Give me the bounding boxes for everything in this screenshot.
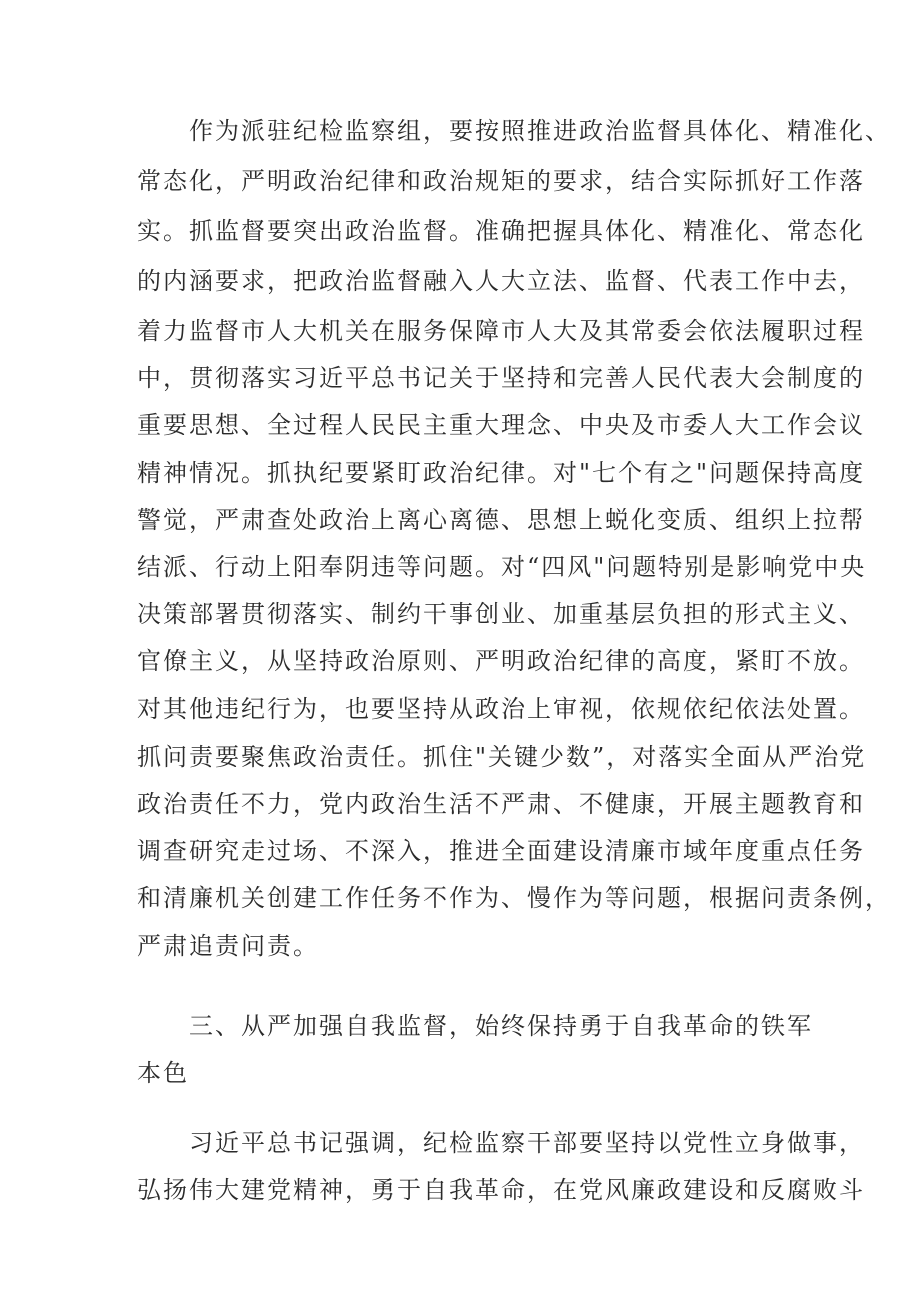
paragraph-1-line-16: 调查研究走过场、不深入，推进全面建设清廉市域年度重点任务 [137, 837, 865, 865]
paragraph-1-line-6: 中，贯彻落实习近平总书记关于坚持和完善人民代表大会制度的 [137, 364, 865, 392]
paragraph-1-line-4: 的内涵要求，把政治监督融入人大立法、监督、代表工作中去， [137, 267, 865, 295]
paragraph-1-line-11: 决策部署贯彻落实、制约干事创业、加重基层负担的形式主义、 [137, 600, 865, 628]
paragraph-1-line-15: 政治责任不力，党内政治生活不严肃、不健康，开展主题教育和 [137, 790, 865, 818]
paragraph-1-line-17: 和清廉机关创建工作任务不作为、慢作为等问题，根据问责条例， [137, 884, 891, 912]
paragraph-1-line-10: 结派、行动上阳奉阴违等问题。对“四风"问题特别是影响党中央 [137, 553, 867, 581]
paragraph-2-line-2: 弘扬伟大建党精神，勇于自我革命，在党风廉政建设和反腐败斗 [137, 1176, 865, 1204]
paragraph-1-line-5: 着力监督市人大机关在服务保障市人大及其常委会依法履职过程 [137, 317, 865, 345]
paragraph-1-line-1: 作为派驻纪检监察组，要按照推进政治监督具体化、精准化、 [189, 117, 891, 145]
paragraph-2-line-1: 习近平总书记强调，纪检监察干部要坚持以党性立身做事， [189, 1129, 865, 1157]
paragraph-1-line-18: 严肃追责问责。 [137, 932, 319, 960]
paragraph-1-line-13: 对其他违纪行为，也要坚持从政治上审视，依规依纪依法处置。 [137, 695, 865, 723]
paragraph-1-line-14: 抓问责要聚焦政治责任。抓住"关键少数”，对落实全面从严治党 [137, 743, 867, 771]
paragraph-1-line-9: 警觉，严肃查处政治上离心离德、思想上蜕化变质、组织上拉帮 [137, 506, 865, 534]
paragraph-1-line-8: 精神情况。抓执纪要紧盯政治纪律。对"七个有之"问题保持高度 [137, 459, 866, 487]
paragraph-1-line-3: 实。抓监督要突出政治监督。准确把握具体化、精准化、常态化 [137, 217, 865, 245]
section-heading-line-1: 三、从严加强自我监督，始终保持勇于自我革命的铁军 [189, 1012, 813, 1040]
paragraph-1-line-7: 重要思想、全过程人民民主重大理念、中央及市委人大工作会议 [137, 411, 865, 439]
paragraph-1-line-2: 常态化，严明政治纪律和政治规矩的要求，结合实际抓好工作落 [137, 167, 865, 195]
section-heading-line-2: 本色 [137, 1059, 189, 1087]
paragraph-1-line-12: 官僚主义，从坚持政治原则、严明政治纪律的高度，紧盯不放。 [137, 647, 865, 675]
